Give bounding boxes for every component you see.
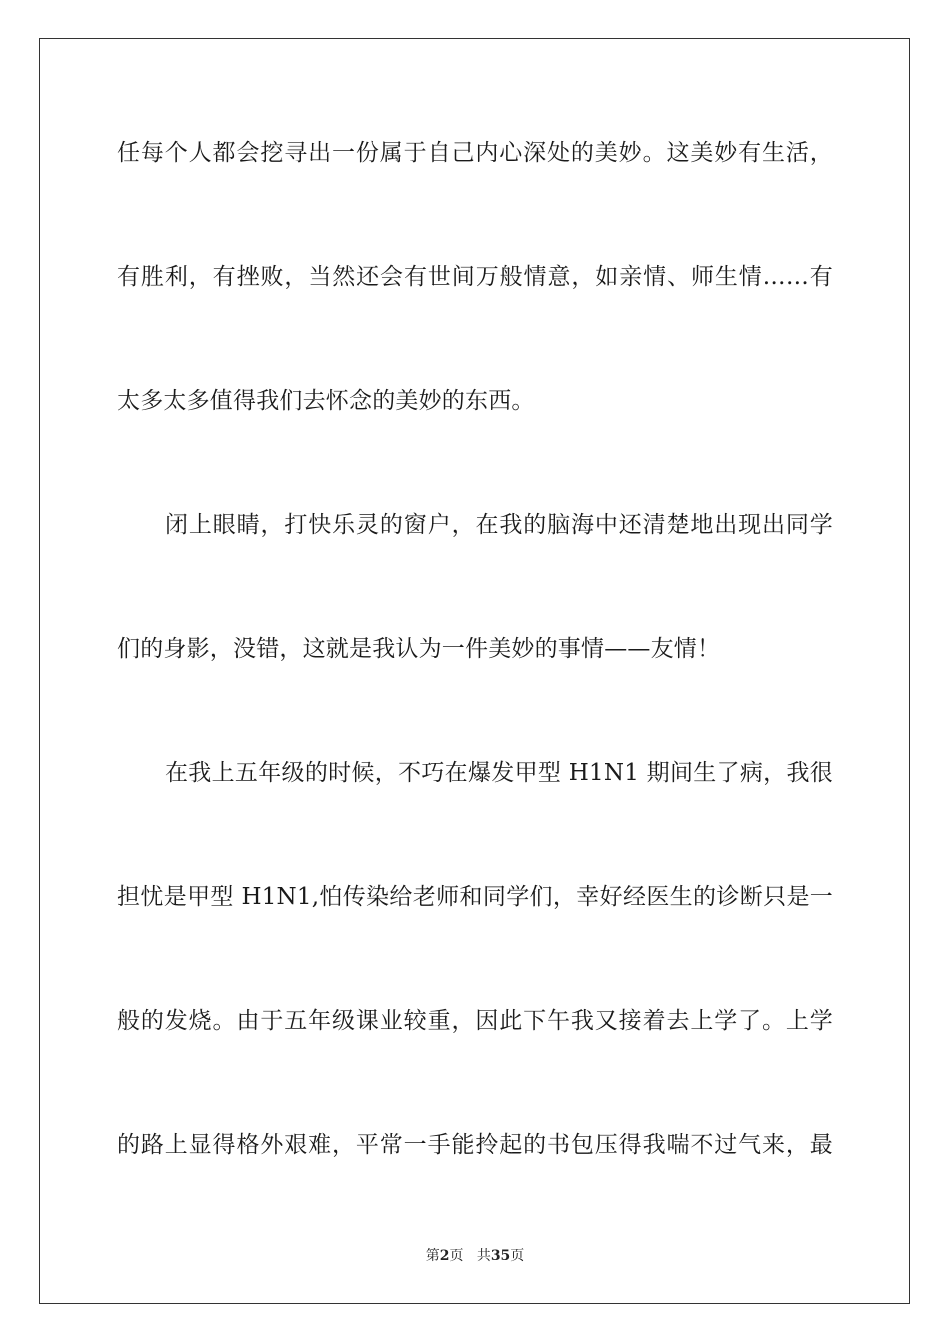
footer-total-number: 35 — [490, 1248, 511, 1264]
footer-total-prefix: 共 — [476, 1248, 491, 1264]
body-line-1: 任每个人都会挖寻出一份属于自己内心深处的美妙。这美妙有生活， — [117, 140, 833, 166]
footer-page-number: 2 — [439, 1248, 450, 1264]
body-line-6: 在我上五年级的时候，不巧在爆发甲型 H1N1 期间生了病，我很 — [165, 760, 833, 786]
footer-page-suffix: 页 — [449, 1248, 464, 1264]
body-line-4: 闭上眼睛，打快乐灵的窗户，在我的脑海中还清楚地出现出同学 — [165, 512, 833, 538]
footer-total-suffix: 页 — [510, 1248, 525, 1264]
body-line-5: 们的身影，没错，这就是我认为一件美妙的事情——友情！ — [117, 636, 721, 662]
body-line-3: 太多太多值得我们去怀念的美妙的东西。 — [117, 388, 535, 414]
body-line-8: 般的发烧。由于五年级课业较重，因此下午我又接着去上学了。上学 — [117, 1008, 833, 1034]
body-line-2: 有胜利，有挫败，当然还会有世间万般情意，如亲情、师生情……有 — [117, 264, 833, 290]
page-border — [39, 38, 910, 1304]
body-line-7: 担忧是甲型 H1N1,怕传染给老师和同学们，幸好经医生的诊断只是一 — [117, 884, 833, 910]
page-footer — [0, 1247, 950, 1265]
body-line-9: 的路上显得格外艰难，平常一手能拎起的书包压得我喘不过气来，最 — [117, 1132, 833, 1158]
footer-page-prefix: 第 — [425, 1248, 440, 1264]
